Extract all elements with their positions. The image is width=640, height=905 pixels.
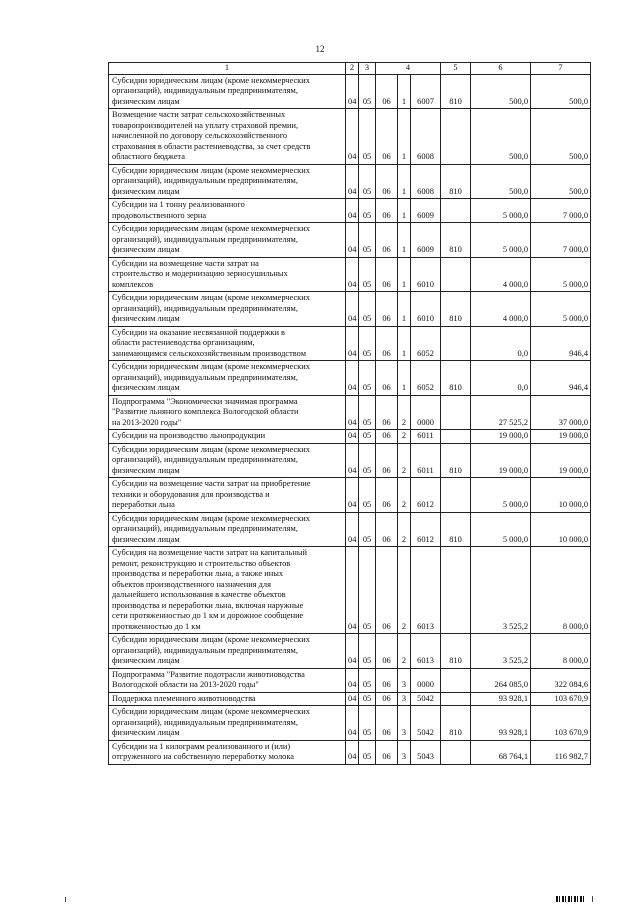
cell-c2: 04 xyxy=(346,257,359,292)
cell-c4c: 6009 xyxy=(411,223,441,258)
cell-c5 xyxy=(441,740,471,764)
cell-c4c: 6012 xyxy=(411,478,441,513)
cell-c4b: 2 xyxy=(398,634,411,669)
cell-c3: 05 xyxy=(359,692,376,706)
item-name-line: физическим лицам xyxy=(112,728,180,737)
cell-c6: 93 928,1 xyxy=(471,706,531,741)
cell-c3: 05 xyxy=(359,706,376,741)
cell-c3: 05 xyxy=(359,512,376,547)
table-row xyxy=(109,199,591,223)
table-row xyxy=(109,443,591,478)
cell-c2: 04 xyxy=(346,706,359,741)
cell-c4c: 6008 xyxy=(411,164,441,199)
item-name-line: дальнейшего использования в качестве объектов xyxy=(112,590,286,599)
cell-c3: 05 xyxy=(359,164,376,199)
cell-c7: 10 000,0 xyxy=(531,512,591,547)
cell-c4b: 1 xyxy=(398,164,411,199)
cell-c3: 05 xyxy=(359,257,376,292)
cell-c3: 05 xyxy=(359,634,376,669)
item-name-line: Субсидии юридическим лицам (кроме некоммерческих xyxy=(112,362,310,371)
cell-c6: 0,0 xyxy=(471,326,531,361)
table-row xyxy=(109,361,591,396)
cell-c5 xyxy=(441,478,471,513)
header-row xyxy=(109,63,591,75)
item-name-line: Субсидии юридическим лицам (кроме некоммерческих xyxy=(112,75,310,85)
item-name-cell xyxy=(109,326,346,361)
cell-c4a: 06 xyxy=(376,740,398,764)
cell-c7: 116 982,7 xyxy=(531,740,591,764)
header-cell-6: 6 xyxy=(471,63,531,75)
cell-c2: 04 xyxy=(346,547,359,634)
item-name-line: техники и оборудования для производства и xyxy=(112,489,270,499)
cell-c4a: 06 xyxy=(376,361,398,396)
table-row xyxy=(109,74,591,109)
cell-c2: 04 xyxy=(346,443,359,478)
item-name-line: производства и переработки льна, включая наружные xyxy=(112,600,304,610)
header-cell-7: 7 xyxy=(531,63,591,75)
item-name-line: организаций), индивидуальным предпринимателям, xyxy=(112,303,298,313)
item-name-cell xyxy=(109,478,346,513)
table-row xyxy=(109,164,591,199)
cell-c4a: 06 xyxy=(376,199,398,223)
cell-c2: 04 xyxy=(346,164,359,199)
cell-c7: 7 000,0 xyxy=(531,223,591,258)
cell-c6: 500,0 xyxy=(471,109,531,165)
cell-c7: 19 000,0 xyxy=(531,430,591,444)
cell-c4a: 06 xyxy=(376,443,398,478)
cell-c4b: 3 xyxy=(398,740,411,764)
cell-c4c: 6052 xyxy=(411,326,441,361)
cell-c4a: 06 xyxy=(376,634,398,669)
cell-c4b: 2 xyxy=(398,443,411,478)
item-name-line: Субсидии юридическим лицам (кроме некоммерческих xyxy=(112,513,310,523)
cell-c6: 5 000,0 xyxy=(471,223,531,258)
item-name-line: организаций), индивидуальным предпринимателям, xyxy=(112,717,298,727)
item-name-line: Субсидии на 1 килограмм реализованного и (или) xyxy=(112,741,291,751)
cell-c5 xyxy=(441,395,471,430)
item-name-line: Возмещение части затрат сельскохозяйственных xyxy=(112,110,286,119)
cell-c2: 04 xyxy=(346,223,359,258)
cell-c5 xyxy=(441,547,471,634)
item-name-cell xyxy=(109,512,346,547)
cell-c4a: 06 xyxy=(376,668,398,692)
header-cell-3: 3 xyxy=(359,63,376,75)
item-name-line: областного бюджета xyxy=(112,152,185,161)
cell-c3: 05 xyxy=(359,223,376,258)
item-name-line: страхования в области растениеводства, за счет средств xyxy=(112,141,311,151)
cell-c4a: 06 xyxy=(376,512,398,547)
cell-c4a: 06 xyxy=(376,706,398,741)
cell-c4b: 1 xyxy=(398,109,411,165)
item-name-line: товаропроизводителей на уплату страховой премии, xyxy=(112,120,299,130)
item-name-line: сети протяженностью до 1 км и дорожное сообщение xyxy=(112,611,304,620)
cell-c7: 500,0 xyxy=(531,74,591,109)
cell-c5: 810 xyxy=(441,443,471,478)
table-row xyxy=(109,223,591,258)
table-row xyxy=(109,478,591,513)
cell-c4a: 06 xyxy=(376,164,398,199)
item-name-line: физическим лицам xyxy=(112,245,180,254)
item-name-line: на 2013-2020 годы" xyxy=(112,417,182,427)
item-name-line: организаций), индивидуальным предпринимателям, xyxy=(112,524,298,533)
item-name-line: протяженностью до 1 км xyxy=(112,621,201,631)
cell-c4c: 5043 xyxy=(411,740,441,764)
cell-c3: 05 xyxy=(359,292,376,327)
cell-c5 xyxy=(441,668,471,692)
cell-c4a: 06 xyxy=(376,109,398,165)
item-name-line: Субсидии на оказание несвязанной поддержки в xyxy=(112,327,285,337)
item-name-line: Субсидии на 1 тонну реализованного xyxy=(112,200,245,209)
cell-c2: 04 xyxy=(346,478,359,513)
page-number: 12 xyxy=(315,44,325,54)
cell-c2: 04 xyxy=(346,109,359,165)
item-name-line: Вологодской области на 2013-2020 годы" xyxy=(112,680,259,689)
item-name-line: организаций), индивидуальным предпринимателям, xyxy=(112,645,298,655)
item-name-cell xyxy=(109,257,346,292)
cell-c4c: 6008 xyxy=(411,109,441,165)
item-name-cell xyxy=(109,164,346,199)
cell-c4c: 6007 xyxy=(411,74,441,109)
cell-c7: 103 670,9 xyxy=(531,692,591,706)
cell-c3: 05 xyxy=(359,109,376,165)
cell-c5: 810 xyxy=(441,706,471,741)
cell-c2: 04 xyxy=(346,512,359,547)
table-row xyxy=(109,740,591,764)
cell-c4a: 06 xyxy=(376,257,398,292)
cell-c2: 04 xyxy=(346,199,359,223)
item-name-line: физическим лицам xyxy=(112,186,180,196)
cell-c2: 04 xyxy=(346,292,359,327)
header-cell-4: 4 xyxy=(376,63,441,75)
cell-c3: 05 xyxy=(359,430,376,444)
item-name-line: Подпрограмма "Экономически значимая программа xyxy=(112,396,298,406)
item-name-line: Субсидии юридическим лицам (кроме некоммерческих xyxy=(112,224,310,233)
item-name-line: Субсидии юридическим лицам (кроме некоммерческих xyxy=(112,707,310,716)
item-name-cell xyxy=(109,668,346,692)
cell-c4a: 06 xyxy=(376,430,398,444)
cell-c5: 810 xyxy=(441,292,471,327)
table-row xyxy=(109,706,591,741)
cell-c4b: 1 xyxy=(398,74,411,109)
cell-c6: 3 525,2 xyxy=(471,634,531,669)
cell-c4a: 06 xyxy=(376,74,398,109)
cell-c2: 04 xyxy=(346,430,359,444)
cell-c6: 27 525,2 xyxy=(471,395,531,430)
item-name-line: физическим лицам xyxy=(112,96,180,106)
cell-c4b: 1 xyxy=(398,199,411,223)
cell-c4b: 1 xyxy=(398,292,411,327)
table-row xyxy=(109,692,591,706)
cell-c5 xyxy=(441,692,471,706)
item-name-cell xyxy=(109,692,346,706)
item-name-cell xyxy=(109,292,346,327)
cell-c6: 19 000,0 xyxy=(471,430,531,444)
item-name-cell xyxy=(109,443,346,478)
table-row xyxy=(109,326,591,361)
cell-c7: 5 000,0 xyxy=(531,292,591,327)
item-name-line: продовольственного зерна xyxy=(112,210,207,220)
cell-c7: 37 000,0 xyxy=(531,395,591,430)
item-name-line: занимающимся сельскохозяйственным производством xyxy=(112,348,307,358)
cell-c2: 04 xyxy=(346,395,359,430)
cell-c3: 05 xyxy=(359,547,376,634)
cell-c4b: 3 xyxy=(398,668,411,692)
cell-c4c: 6010 xyxy=(411,257,441,292)
item-name-cell xyxy=(109,547,346,634)
cell-c4c: 5042 xyxy=(411,692,441,706)
item-name-cell xyxy=(109,361,346,396)
item-name-line: комплексов xyxy=(112,279,154,289)
cell-c7: 5 000,0 xyxy=(531,257,591,292)
cell-c2: 04 xyxy=(346,692,359,706)
cell-c4a: 06 xyxy=(376,326,398,361)
table-row xyxy=(109,512,591,547)
item-name-line: Субсидии юридическим лицам (кроме некоммерческих xyxy=(112,293,310,302)
item-name-line: Субсидии на производство льнопродукции xyxy=(112,431,266,440)
item-name-line: переработки льна xyxy=(112,500,175,509)
table-row xyxy=(109,430,591,444)
cell-c4c: 6011 xyxy=(411,443,441,478)
footer-scan-mark xyxy=(65,897,66,902)
item-name-line: области растениеводства организациям, xyxy=(112,338,255,347)
cell-c2: 04 xyxy=(346,668,359,692)
cell-c7: 946,4 xyxy=(531,361,591,396)
cell-c5: 810 xyxy=(441,223,471,258)
cell-c3: 05 xyxy=(359,443,376,478)
cell-c6: 500,0 xyxy=(471,74,531,109)
cell-c7: 19 000,0 xyxy=(531,443,591,478)
item-name-line: Поддержка племенного животноводства xyxy=(112,693,256,703)
cell-c5 xyxy=(441,109,471,165)
cell-c4c: 6013 xyxy=(411,634,441,669)
cell-c6: 93 928,1 xyxy=(471,692,531,706)
cell-c4a: 06 xyxy=(376,395,398,430)
cell-c3: 05 xyxy=(359,478,376,513)
item-name-line: Подпрограмма "Развитие подотрасли животноводства xyxy=(112,669,305,679)
table-row xyxy=(109,634,591,669)
cell-c5 xyxy=(441,199,471,223)
cell-c6: 4 000,0 xyxy=(471,257,531,292)
item-name-cell xyxy=(109,706,346,741)
cell-c4b: 3 xyxy=(398,706,411,741)
cell-c4b: 2 xyxy=(398,478,411,513)
cell-c4b: 1 xyxy=(398,326,411,361)
cell-c6: 264 085,0 xyxy=(471,668,531,692)
table-row xyxy=(109,547,591,634)
item-name-cell xyxy=(109,395,346,430)
cell-c4b: 3 xyxy=(398,692,411,706)
item-name-line: "Развитие льняного комплекса Вологодской области xyxy=(112,407,299,416)
item-name-line: производства и переработки льна, а также иных xyxy=(112,569,284,578)
item-name-cell xyxy=(109,634,346,669)
item-name-line: физическим лицам xyxy=(112,534,180,544)
cell-c6: 0,0 xyxy=(471,361,531,396)
cell-c4b: 1 xyxy=(398,361,411,396)
cell-c2: 04 xyxy=(346,74,359,109)
item-name-line: Субсидии на возмещение части затрат на приобретение xyxy=(112,479,311,488)
cell-c4b: 2 xyxy=(398,547,411,634)
item-name-line: организаций), индивидуальным предпринимателям, xyxy=(112,234,298,244)
table-row xyxy=(109,109,591,165)
item-name-cell xyxy=(109,199,346,223)
cell-c4a: 06 xyxy=(376,547,398,634)
barcode-mark xyxy=(556,896,584,902)
cell-c4b: 2 xyxy=(398,395,411,430)
cell-c4c: 0000 xyxy=(411,395,441,430)
cell-c4c: 5042 xyxy=(411,706,441,741)
item-name-line: организаций), индивидуальным предпринимателям, xyxy=(112,372,298,382)
cell-c6: 5 000,0 xyxy=(471,199,531,223)
budget-table xyxy=(108,62,591,765)
item-name-cell xyxy=(109,109,346,165)
cell-c4c: 6052 xyxy=(411,361,441,396)
cell-c2: 04 xyxy=(346,740,359,764)
table-row xyxy=(109,668,591,692)
cell-c4a: 06 xyxy=(376,478,398,513)
cell-c7: 10 000,0 xyxy=(531,478,591,513)
cell-c3: 05 xyxy=(359,326,376,361)
cell-c2: 04 xyxy=(346,361,359,396)
item-name-cell xyxy=(109,430,346,444)
cell-c4b: 1 xyxy=(398,223,411,258)
header-cell-5: 5 xyxy=(441,63,471,75)
item-name-cell xyxy=(109,74,346,109)
cell-c7: 500,0 xyxy=(531,164,591,199)
item-name-line: организаций), индивидуальным предпринимателям, xyxy=(112,176,298,185)
cell-c4b: 2 xyxy=(398,430,411,444)
item-name-line: физическим лицам xyxy=(112,314,180,323)
cell-c7: 8 000,0 xyxy=(531,547,591,634)
cell-c3: 05 xyxy=(359,74,376,109)
cell-c5 xyxy=(441,257,471,292)
cell-c5: 810 xyxy=(441,164,471,199)
cell-c4c: 6010 xyxy=(411,292,441,327)
cell-c4c: 6011 xyxy=(411,430,441,444)
cell-c4c: 0000 xyxy=(411,668,441,692)
table-row xyxy=(109,292,591,327)
cell-c3: 05 xyxy=(359,361,376,396)
cell-c7: 500,0 xyxy=(531,109,591,165)
cell-c7: 946,4 xyxy=(531,326,591,361)
table-row xyxy=(109,395,591,430)
item-name-line: Субсидии на возмещение части затрат на xyxy=(112,258,259,268)
cell-c3: 05 xyxy=(359,740,376,764)
cell-c6: 3 525,2 xyxy=(471,547,531,634)
cell-c5: 810 xyxy=(441,361,471,396)
cell-c4a: 06 xyxy=(376,223,398,258)
cell-c4c: 6009 xyxy=(411,199,441,223)
cell-c7: 103 670,9 xyxy=(531,706,591,741)
cell-c4c: 6012 xyxy=(411,512,441,547)
cell-c4a: 06 xyxy=(376,292,398,327)
cell-c5: 810 xyxy=(441,74,471,109)
footer-scan-mark xyxy=(592,896,593,902)
cell-c6: 5 000,0 xyxy=(471,512,531,547)
cell-c3: 05 xyxy=(359,395,376,430)
item-name-line: ремонт, реконструкцию и строительство объектов xyxy=(112,558,291,568)
cell-c6: 68 764,1 xyxy=(471,740,531,764)
cell-c4a: 06 xyxy=(376,692,398,706)
item-name-line: физическим лицам xyxy=(112,383,180,392)
cell-c4b: 1 xyxy=(398,257,411,292)
table-row xyxy=(109,257,591,292)
cell-c6: 4 000,0 xyxy=(471,292,531,327)
item-name-line: Субсидии юридическим лицам (кроме некоммерческих xyxy=(112,635,310,644)
cell-c6: 5 000,0 xyxy=(471,478,531,513)
cell-c3: 05 xyxy=(359,668,376,692)
item-name-line: объектов производственного назначения для xyxy=(112,579,271,589)
item-name-line: физическим лицам xyxy=(112,656,180,665)
cell-c2: 04 xyxy=(346,326,359,361)
cell-c5: 810 xyxy=(441,512,471,547)
cell-c5 xyxy=(441,430,471,444)
item-name-line: Субсидии юридическим лицам (кроме некоммерческих xyxy=(112,165,310,175)
cell-c5 xyxy=(441,326,471,361)
item-name-cell xyxy=(109,740,346,764)
cell-c3: 05 xyxy=(359,199,376,223)
cell-c2: 04 xyxy=(346,634,359,669)
item-name-line: организаций), индивидуальным предпринимателям, xyxy=(112,455,298,464)
item-name-line: физическим лицам xyxy=(112,465,180,475)
item-name-line: Субсидия на возмещение части затрат на капитальный xyxy=(112,548,307,557)
item-name-line: начисленной по договору сельскохозяйственного xyxy=(112,131,288,140)
header-cell-2: 2 xyxy=(346,63,359,75)
cell-c4b: 2 xyxy=(398,512,411,547)
item-name-cell xyxy=(109,223,346,258)
cell-c5: 810 xyxy=(441,634,471,669)
cell-c7: 8 000,0 xyxy=(531,634,591,669)
item-name-line: отгруженного на собственную переработку молока xyxy=(112,752,294,761)
cell-c4c: 6013 xyxy=(411,547,441,634)
cell-c7: 322 084,6 xyxy=(531,668,591,692)
cell-c7: 7 000,0 xyxy=(531,199,591,223)
cell-c6: 19 000,0 xyxy=(471,443,531,478)
cell-c6: 500,0 xyxy=(471,164,531,199)
item-name-line: организаций), индивидуальным предпринимателям, xyxy=(112,86,298,95)
item-name-line: Субсидии юридическим лицам (кроме некоммерческих xyxy=(112,444,310,454)
item-name-line: строительство и модернизацию зерносушильных xyxy=(112,269,288,278)
header-cell-1: 1 xyxy=(109,63,346,75)
